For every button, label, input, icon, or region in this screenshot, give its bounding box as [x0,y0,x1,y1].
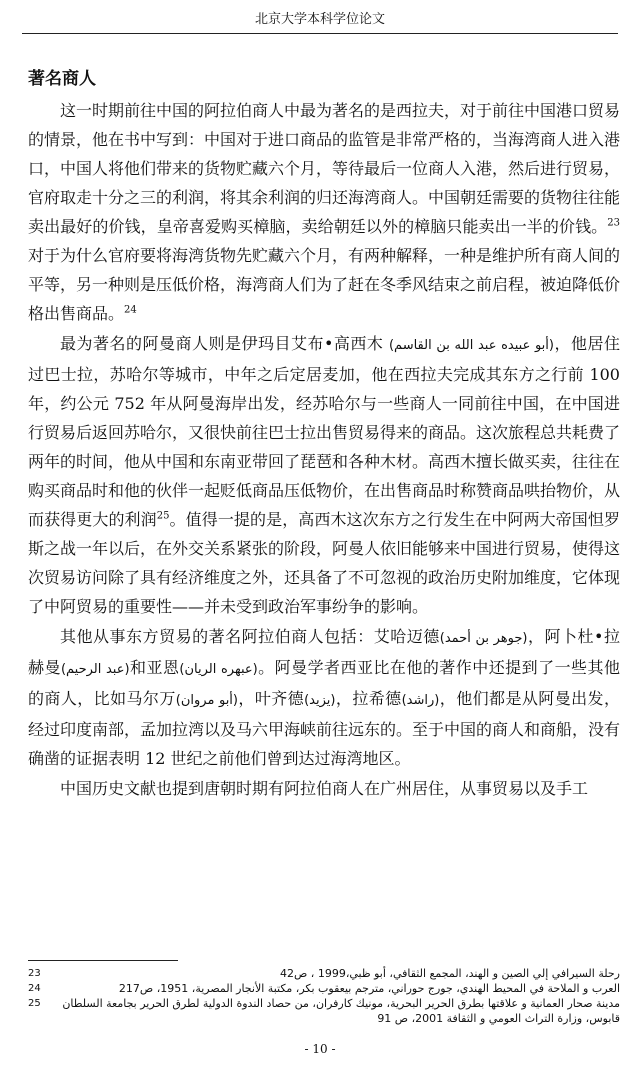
paragraph-3-text-c: 和亚恩 [129,658,180,677]
paragraph-3-text-a: 其他从事东方贸易的著名阿拉伯商人包括：艾哈迈德 [60,627,440,646]
paragraph-3-text-d: 。阿曼学者西亚比在他的著作中还提到了一些其他的商人，比如马尔万 [28,658,620,708]
arabic-name-jawhar: (جوهر بن أحمد) [439,631,528,646]
paragraph-2-text-a: 最为著名的阿曼商人则是伊玛目艾布•高西木 [60,334,384,353]
footnote-ref-23: 23 [607,217,620,229]
arabic-name-yazid: (يزيد) [304,693,336,708]
section-heading: 著名商人 [28,69,96,89]
arabic-name-abu-ubaida: (أبو عبيده عبد الله بن القاسم) [388,338,554,353]
footnote-item [28,966,620,981]
paragraph-3-text-b: ，阿卜杜•拉赫曼 [28,627,620,677]
paragraph-1-text-a: 这一时期前往中国的阿拉伯商人中最为著名的是西拉夫，对于前往中国港口贸易的情景，他在书中写到：中国对于进口商品的监管是非常严格的，当海湾商人进入港口，中国人将他们带来的货物贮藏六个月，等待最后一位商人入港，然后进行贸易，官府取走十分之三的利润，将其余利润的归还海湾商人。中国朝廷需要的货物往往能卖出最好的价钱，皇帝喜爱购买樟脑，卖给朝廷以外的樟脑只能卖出一半的价钱。 [28,101,621,236]
footnote-ref-25: 25 [156,510,170,522]
arabic-name-abu-marwan: (أبو مروان) [175,693,238,708]
arabic-name-rashid: (راشد) [401,693,440,708]
header-divider [22,33,618,34]
page-number: - 10 - [304,1042,336,1056]
paragraph-3 [28,622,620,773]
paragraph-3-text-e: ，叶齐德 [238,689,305,708]
footnote-number: 25 [28,998,41,1009]
footnote-text: مدينة صحار العمانية و علاقتها بطرق الحرير البحرية، مونيك كارفران، من حصاد الندوة الدولية لطرق الحرير بجامعة السلطان قابوس، وزارة التراث العومي و الثقافة 2001، ص 91 [62,997,620,1025]
arabic-name-abd-al-rahim: (عبد الرحيم) [60,662,130,677]
footnote-item [28,996,620,1026]
footnote-text: العرب و الملاحة في المحيط الهندي، جورج حوراني، مترجم بيعقوب بكر، مكتبة الأنجار المصرية، 1951، ص217 [118,982,620,995]
paragraph-2-text-c: 。值得一提的是，高西木这次东方之行发生在中阿两大帝国怛罗斯之战一年以后，在外交关系紧张的阶段，阿曼人依旧能够来中国进行贸易，使得这次贸易访问除了具有经济维度之外，还具备了不可忽视的政治历史附加维度，它体现了中阿贸易的重要性——并未受到政治军事纷争的影响。 [28,510,621,616]
arabic-name-al-rayyan: (عبهره الريان) [179,662,258,677]
paragraph-1-text-b: 对于为什么官府要将海湾货物先贮藏六个月，有两种解释，一种是维护所有商人间的平等，另一种则是压低价格，海湾商人们为了赶在冬季风结束之前启程，被迫降低价格出售商品。 [28,246,621,323]
paragraph-1 [28,96,620,328]
footnote-divider [28,960,178,961]
body-text [28,96,620,803]
paragraph-2 [28,329,620,621]
footnotes [28,966,620,1026]
running-header: 北京大学本科学位论文 [254,12,385,27]
footnote-number: 24 [28,983,41,994]
footnote-text: رحلة السيرافي إلي الصين و الهند، المجمع الثقافي، أبو ظبي،1999 ، ص42 [279,967,620,980]
paragraph-2-text-b: ，他居住过巴士拉，苏哈尔等城市，中年之后定居麦加，他在西拉夫完成其东方之行前 100 年，约公元 752 年从阿曼海岸出发，经苏哈尔与一些商人一同前往中国，在中国进行贸易后返回苏哈尔，又很快前往巴士拉出售贸易得来的商品。这次旅程总共耗费了两年的时间，他从中国和东南亚带回了琵琶和各种木材。高西木擅长做买卖，往往在购买商品时和他的伙伴一起贬低商品压低物价，在出售商品时称赞商品哄抬物价，从而获得更大的利润 [28,334,621,529]
paragraph-3-text-f: ，拉希德 [335,689,402,708]
paragraph-3-text-g: ，他们都是从阿曼出发，经过印度南部，孟加拉湾以及马六甲海峡前往远东的。至于中国的商人和商船，没有确凿的证据表明 12 世纪之前他们曾到达过海湾地区。 [28,689,621,768]
footnote-ref-24: 24 [124,304,137,316]
footnote-item [28,981,620,996]
footnote-number: 23 [28,968,41,979]
paragraph-4: 中国历史文献也提到唐朝时期有阿拉伯商人在广州居住，从事贸易以及手工 [60,779,589,798]
